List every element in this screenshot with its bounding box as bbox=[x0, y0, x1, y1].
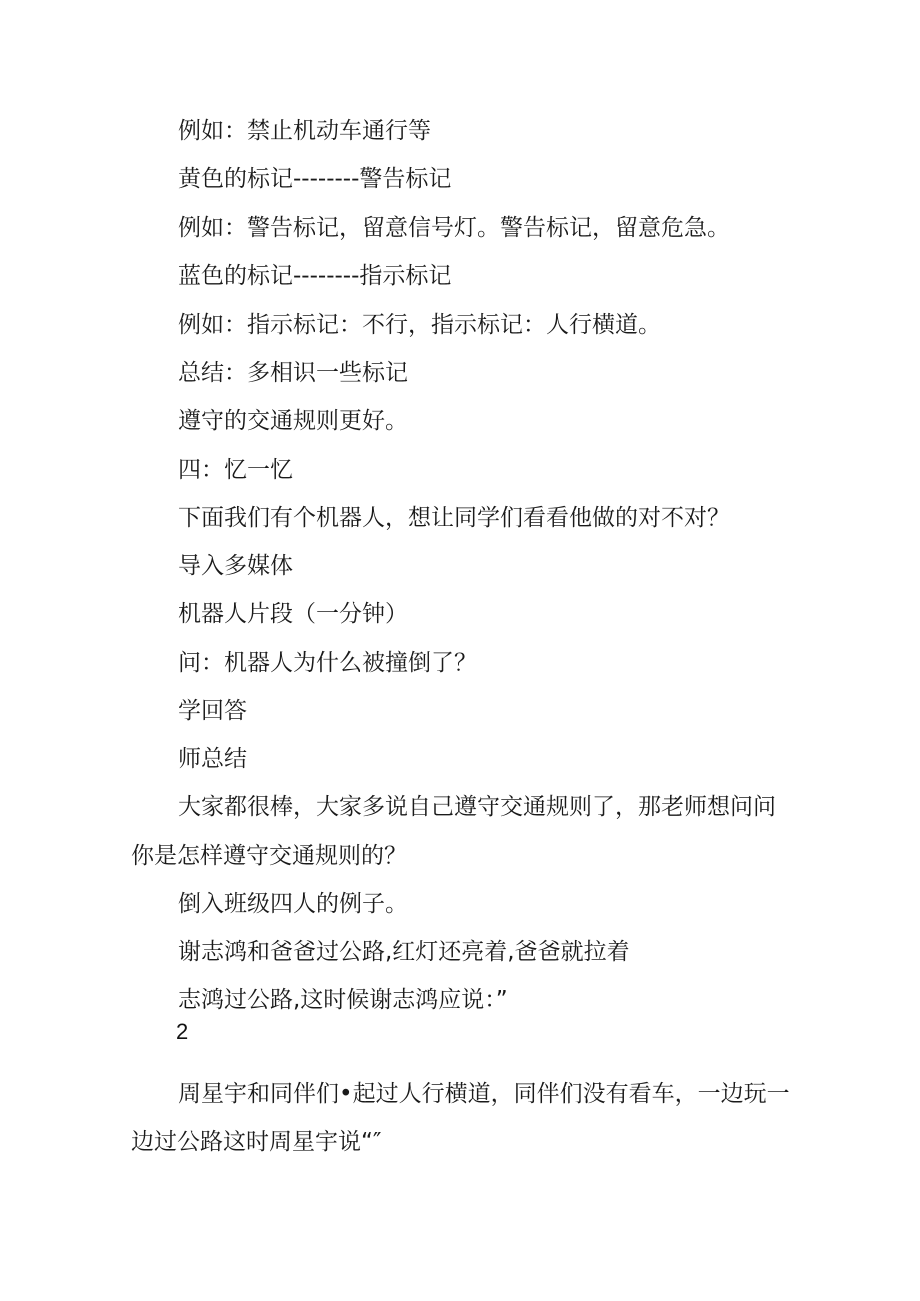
text-line: 周星宇和同伴们•起过人行横道，同伴们没有看车，一边玩一 bbox=[178, 1081, 790, 1107]
text-line: 问：机器人为什么被撞倒了？ bbox=[178, 650, 477, 676]
text-line: 例如：禁止机动车通行等 bbox=[178, 118, 431, 144]
text-line: 遵守的交通规则更好。 bbox=[178, 408, 408, 434]
text-line: 黄色的标记--------警告标记 bbox=[178, 166, 452, 192]
page-number: 2 bbox=[176, 1019, 189, 1044]
text-line: 例如：警告标记，留意信号灯。警告标记，留意危急。 bbox=[178, 215, 730, 241]
text-line: 例如：指示标记：不行，指示标记：人行横道。 bbox=[178, 312, 661, 338]
text-line: 谢志鸿和爸爸过公路,红灯还亮着,爸爸就拉着 bbox=[178, 939, 630, 965]
text-line: 总结：多相识一些标记 bbox=[178, 360, 408, 386]
text-line: 蓝色的标记--------指示标记 bbox=[178, 263, 452, 289]
text-line: 导入多媒体 bbox=[178, 553, 293, 579]
text-line: 下面我们有个机器人，想让同学们看看他做的对不对？ bbox=[178, 505, 730, 531]
text-line: 师总结 bbox=[178, 746, 247, 772]
text-line: 大家都很棒，大家多说自己遵守交通规则了，那老师想问问 bbox=[178, 794, 776, 820]
text-line: 你是怎样遵守交通规则的？ bbox=[131, 843, 407, 869]
text-line: 机器人片段（一分钟） bbox=[178, 601, 408, 627]
text-line: 边过公路这时周星宇说“″ bbox=[131, 1129, 382, 1155]
text-line: 倒入班级四人的例子。 bbox=[178, 891, 408, 917]
text-line: 志鸿过公路,这时候谢志鸿应说：” bbox=[178, 987, 508, 1013]
section-heading: 四：忆一忆 bbox=[178, 457, 293, 483]
text-line: 学回答 bbox=[178, 698, 247, 724]
